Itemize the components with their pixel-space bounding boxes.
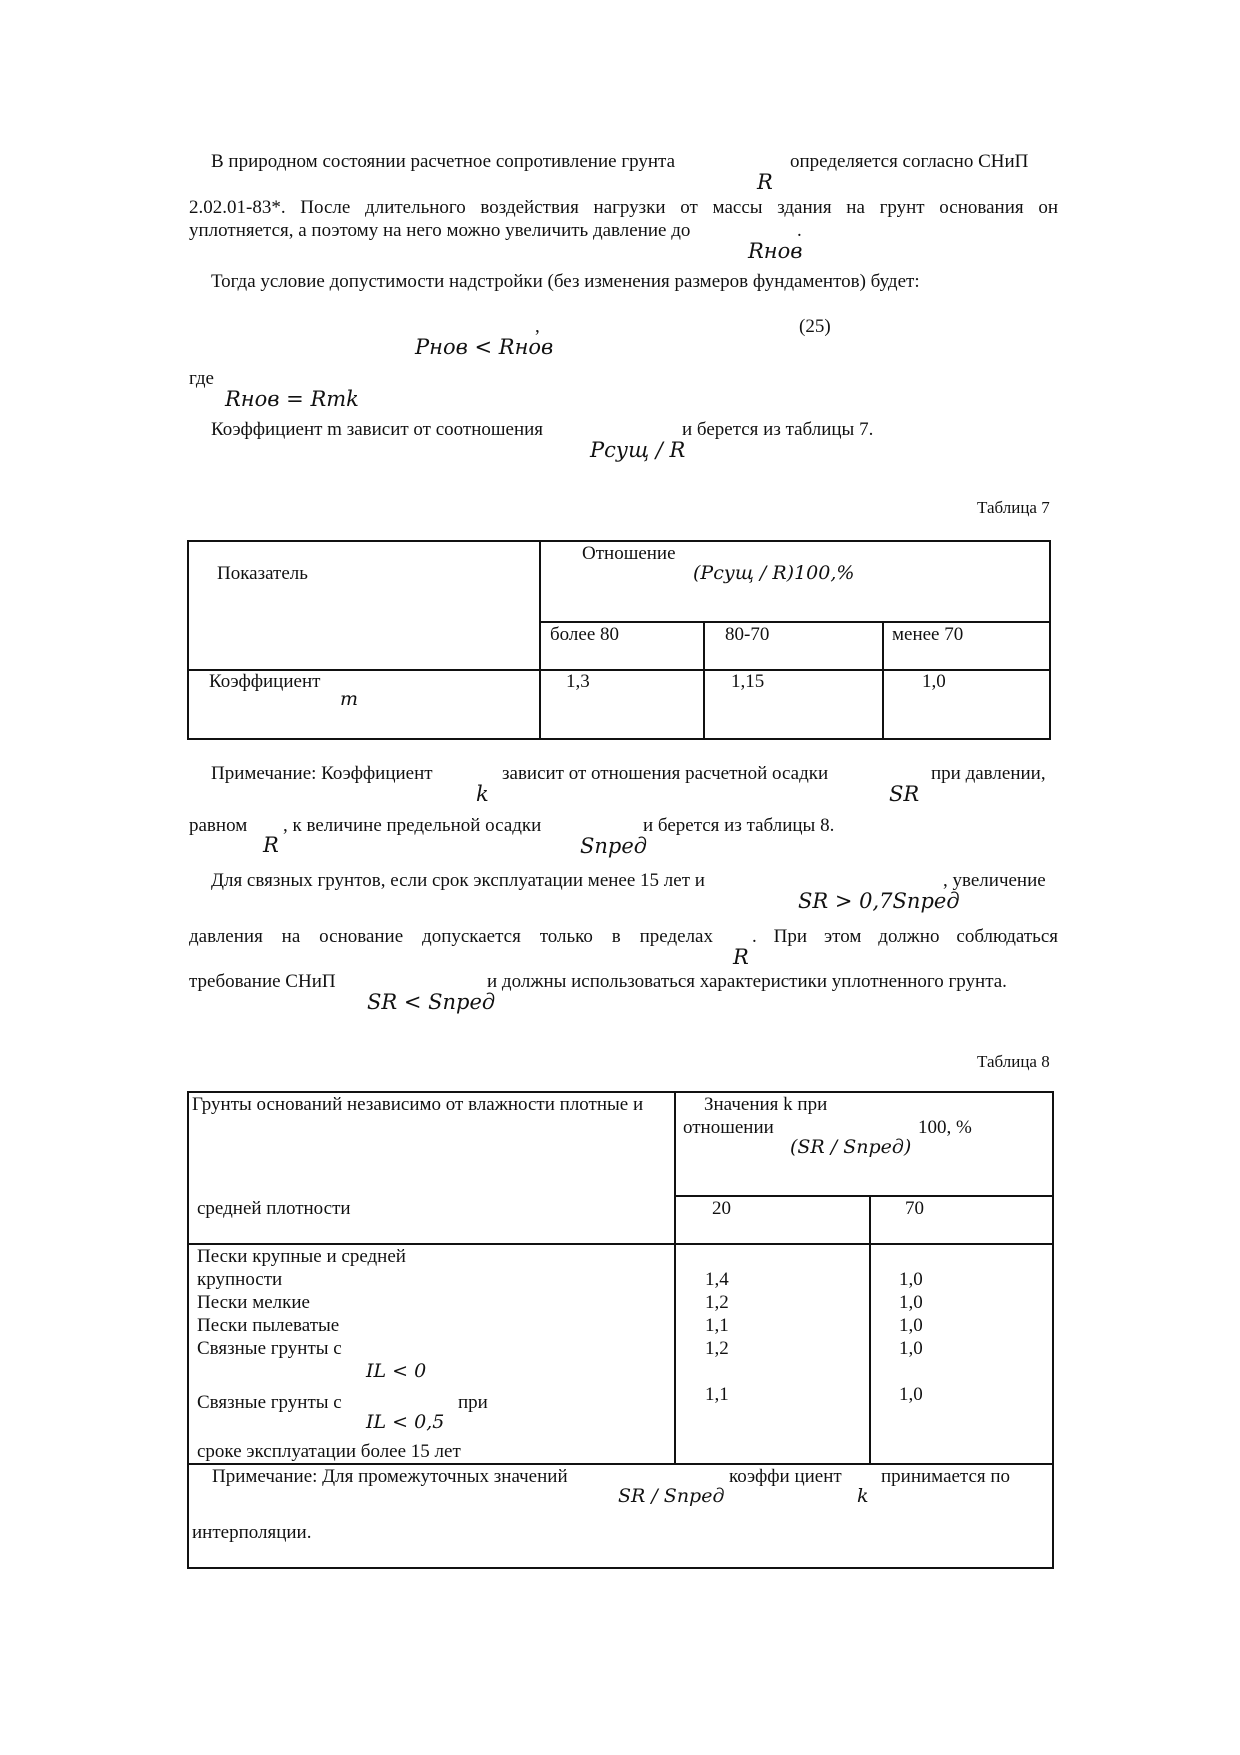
table8-values-20: [705, 1269, 729, 1361]
table8-row-label: Пески пылеватые: [197, 1315, 340, 1336]
table8-header-soils-2: средней плотности: [197, 1198, 351, 1219]
table8-header-ratio: отношении: [683, 1117, 774, 1138]
p1-text-a: В природном состоянии расчетное сопротивление грунта: [211, 151, 675, 172]
table8-header-percent: 100, %: [918, 1117, 972, 1138]
equation-number: (25): [799, 316, 831, 337]
formula-SR: SR: [889, 782, 920, 806]
table8-row6-pri: при: [458, 1392, 488, 1413]
table8-col-20: 20: [712, 1198, 731, 1219]
p3-text-b: и берется из таблицы 7.: [682, 419, 874, 440]
p4-text-a: Для связных грунтов, если срок эксплуатации менее 15 лет и: [211, 870, 705, 891]
table8-row-label: Пески мелкие: [197, 1292, 310, 1313]
table8-value-20: 1,2: [705, 1292, 729, 1313]
eq-comma: ,: [535, 316, 540, 337]
table8-note-d: интерполяции.: [192, 1522, 312, 1543]
p4-text-c: давления на основание допускается только в пределах: [189, 926, 713, 947]
note1-text-a: Примечание: Коэффициент: [211, 763, 433, 784]
table8-note-b: коэффи циент: [729, 1466, 842, 1487]
p4-text-e: требование СНиП: [189, 971, 336, 992]
table8-header-formula: (SR / Sпред): [790, 1136, 912, 1158]
table8-note-formula: SR / Sпред: [618, 1485, 725, 1507]
table7-col-2: 80-70: [725, 624, 770, 645]
formula-SRlt: SR < Sпред: [367, 990, 496, 1014]
table7-value-2: 1,15: [731, 671, 765, 692]
note1-text-c: при давлении,: [931, 763, 1046, 784]
table7-value-3: 1,0: [922, 671, 946, 692]
note1-text-d: равном: [189, 815, 248, 836]
note1-text-f: и берется из таблицы 8.: [643, 815, 835, 836]
table8-header-soils: Грунты оснований независимо от влажности плотные и: [192, 1094, 644, 1115]
table8-row6-label: Связные грунты с: [197, 1392, 342, 1413]
table8-value-70: 1,0: [899, 1269, 923, 1290]
table8-row6-v20: 1,1: [705, 1384, 729, 1405]
p4-text-b: , увеличение: [943, 870, 1046, 891]
table7-header-indicator: Показатель: [217, 563, 308, 584]
table8-value-20: 1,1: [705, 1315, 729, 1336]
table8-header-values: Значения k при: [704, 1094, 828, 1115]
table8-note-k: k: [857, 1485, 869, 1507]
table8-value-70: 1,0: [899, 1315, 923, 1336]
table7-caption: Таблица 7: [977, 498, 1050, 517]
table8-caption: Таблица 8: [977, 1052, 1050, 1071]
table8-row-labels: [197, 1246, 406, 1361]
table8-values-70: [899, 1269, 923, 1361]
p2-text: Тогда условие допустимости надстройки (без изменения размеров фундаментов) будет:: [211, 271, 920, 292]
formula-condition: Pнов < Rнов: [415, 335, 554, 359]
table8-row7-label: сроке эксплуатации более 15 лет: [197, 1441, 461, 1462]
formula-Psr: Pсущ / R: [590, 438, 686, 462]
table7-col-1: более 80: [550, 624, 620, 645]
table7-row-label: Коэффициент: [209, 671, 321, 692]
p3-text-a: Коэффициент m зависит от соотношения: [211, 419, 544, 440]
table8-row6-v70: 1,0: [899, 1384, 923, 1405]
p4-text-d: . При этом должно соблюдаться: [752, 926, 1058, 947]
p1-dot: .: [797, 220, 802, 241]
formula-IL-05: IL < 0,5: [366, 1411, 445, 1433]
p1-text-b: определяется согласно СНиП: [790, 151, 1029, 172]
p1-text-d: уплотняется, а поэтому на него можно увеличить давление до: [189, 220, 691, 241]
table7-col-3: менее 70: [892, 624, 964, 645]
formula-Rmk: Rнов = Rmk: [225, 387, 359, 411]
table8-col-70: 70: [905, 1198, 924, 1219]
table8-value-20: 1,2: [705, 1338, 729, 1359]
table7-header-formula: (Pсущ / R)100,%: [693, 562, 855, 584]
p4-text-f: и должны использоваться характеристики уплотненного грунта.: [487, 971, 1007, 992]
formula-Spred: Sпред: [580, 834, 648, 858]
formula-Rnov: Rнов: [748, 239, 803, 263]
formula-SR07: SR > 0,7Sпред: [798, 889, 960, 913]
table8-value-70: 1,0: [899, 1292, 923, 1313]
table8-row-label: Пески крупные и средней: [197, 1246, 406, 1267]
table8-row-label: крупности: [197, 1269, 283, 1290]
formula-k: k: [476, 782, 489, 806]
formula-R: R: [757, 170, 773, 194]
where-label: где: [189, 368, 214, 389]
table8-row-label: Связные грунты с: [197, 1338, 342, 1359]
table8-value-20: 1,4: [705, 1269, 729, 1290]
table8-value-70: 1,0: [899, 1338, 923, 1359]
table7-header-ratio: Отношение: [582, 543, 676, 564]
table8-note-c: принимается по: [881, 1466, 1011, 1487]
formula-IL-0: IL < 0: [366, 1360, 427, 1382]
table7-value-1: 1,3: [566, 671, 590, 692]
table8-note-a: Примечание: Для промежуточных значений: [212, 1466, 568, 1487]
note1-text-b: зависит от отношения расчетной осадки: [502, 763, 829, 784]
formula-R-2: R: [263, 833, 279, 857]
formula-R-3: R: [733, 945, 749, 969]
note1-text-e: , к величине предельной осадки: [283, 815, 542, 836]
p1-text-c: 2.02.01-83*. После длительного воздействия нагрузки от массы здания на грунт основания он: [189, 197, 1058, 218]
table7-row-m: m: [340, 688, 359, 710]
